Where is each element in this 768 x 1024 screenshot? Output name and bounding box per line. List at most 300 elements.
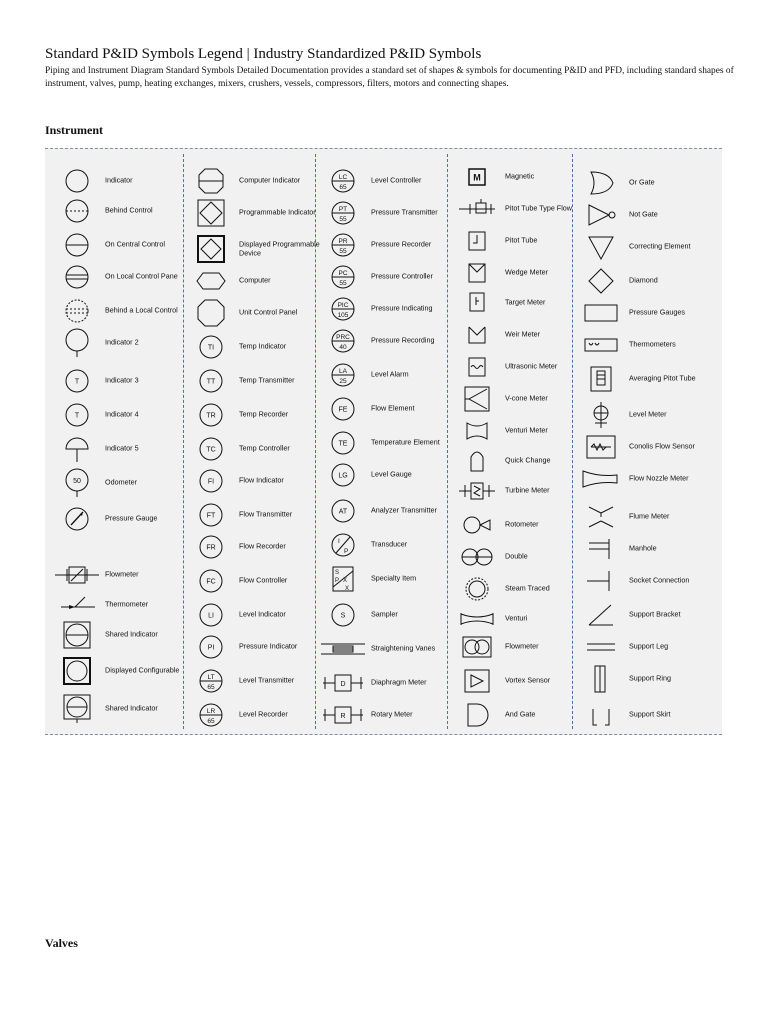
legend-item	[579, 601, 714, 629]
legend-item	[55, 197, 190, 225]
circle-text-icon	[189, 533, 233, 561]
legend-item-label: Flow Nozzle Meter	[629, 473, 689, 483]
legend-item	[321, 531, 456, 559]
legend-item	[189, 267, 324, 295]
legend-item-label: Computer	[239, 275, 271, 285]
circle-line-text-icon	[321, 295, 365, 323]
legend-item-label: Shared Indicator	[105, 703, 158, 713]
hexagon-icon	[189, 267, 233, 295]
svg-text:LR: LR	[206, 708, 216, 715]
legend-item-label: Flow Transmitter	[239, 509, 293, 519]
legend-item	[579, 503, 714, 531]
svg-text:S: S	[340, 612, 346, 620]
circle-line-text-icon	[321, 167, 365, 195]
legend-item-label: Or Gate	[629, 177, 655, 187]
legend-item-label: Wedge Meter	[505, 267, 549, 277]
legend-item-label: Thermometers	[629, 339, 676, 349]
svg-text:PR: PR	[338, 238, 348, 245]
circle-text-icon	[321, 429, 365, 457]
legend-item	[189, 235, 324, 263]
circle-text-icon	[189, 333, 233, 361]
svg-text:50: 50	[73, 478, 81, 485]
legend-item	[189, 199, 324, 227]
svg-text:X: X	[343, 578, 348, 584]
circle-text-icon	[189, 435, 233, 463]
svg-text:55: 55	[339, 216, 347, 223]
legend-item	[579, 267, 714, 295]
legend-item-label: Level Meter	[629, 409, 667, 419]
legend-item-label: Venturi Meter	[505, 425, 548, 435]
legend-item	[321, 701, 456, 729]
legend-item-label: Indicator 3	[105, 375, 139, 385]
circle-text-icon	[189, 633, 233, 661]
legend-item	[321, 461, 456, 489]
legend-item-label: Support Skirt	[629, 709, 671, 719]
svg-text:FC: FC	[206, 578, 216, 586]
svg-text:55: 55	[339, 248, 347, 255]
level-meter-icon	[579, 401, 623, 429]
circle-slash-icon	[321, 531, 365, 559]
circle-text-icon	[55, 401, 99, 429]
octagon-line-icon	[189, 167, 233, 195]
svg-text:D: D	[340, 681, 346, 688]
support-ring-icon	[579, 665, 623, 693]
legend-item	[455, 477, 590, 505]
circle-double-dashed-icon	[55, 297, 99, 325]
legend-item	[321, 361, 456, 389]
page-title: Standard P&ID Symbols Legend | Industry Standardized P&ID Symbols	[45, 46, 482, 62]
legend-item	[55, 329, 190, 357]
legend-item-label: Analyzer Transmitter	[371, 505, 437, 515]
svg-text:FR: FR	[206, 544, 216, 552]
legend-item	[579, 331, 714, 359]
legend-item-label: Ultrasonic Meter	[505, 361, 558, 371]
svg-text:AT: AT	[338, 508, 348, 516]
svg-text:PC: PC	[338, 270, 348, 277]
manhole-icon	[579, 535, 623, 563]
circle-line-text-icon	[321, 327, 365, 355]
circle-text-icon	[189, 467, 233, 495]
venturi-icon	[455, 605, 499, 633]
circle-text-icon	[321, 601, 365, 629]
circle-text-icon	[321, 395, 365, 423]
legend-item	[455, 667, 590, 695]
legend-item	[455, 321, 590, 349]
venturi-box-icon	[455, 417, 499, 445]
legend-item-label: On Central Control	[105, 239, 165, 249]
legend-item-label: Thermometer	[105, 599, 149, 609]
legend-item-label: Level Alarm	[371, 369, 409, 379]
svg-text:LT: LT	[207, 674, 215, 681]
legend-item	[455, 289, 590, 317]
legend-item-label: Transducer	[371, 539, 408, 549]
support-skirt-icon	[579, 701, 623, 729]
not-gate-icon	[579, 201, 623, 229]
legend-item	[455, 511, 590, 539]
legend-item	[579, 535, 714, 563]
legend-item-label: On Local Control Pane	[105, 271, 178, 281]
legend-item	[189, 401, 324, 429]
coriolis-icon	[579, 433, 623, 461]
circle-text-stem-icon	[55, 469, 99, 497]
triangle-down-icon	[579, 233, 623, 261]
circle-text-icon	[189, 501, 233, 529]
octagon-icon	[189, 299, 233, 327]
square-diamond-bold-icon	[189, 235, 233, 263]
legend-item-label: Level Gauge	[371, 469, 412, 479]
quick-change-icon	[455, 447, 499, 475]
legend-item-label: Sampler	[371, 609, 398, 619]
svg-text:I: I	[338, 538, 340, 545]
legend-item	[579, 401, 714, 429]
legend-item	[455, 385, 590, 413]
legend-item-label: Support Leg	[629, 641, 669, 651]
legend-item	[321, 497, 456, 525]
svg-text:PI: PI	[207, 644, 215, 652]
circle-line-text-icon	[189, 667, 233, 695]
legend-item-label: Pressure Transmitter	[371, 207, 438, 217]
legend-item	[321, 669, 456, 697]
legend-item-label: Pressure Gauges	[629, 307, 685, 317]
legend-item	[55, 297, 190, 325]
svg-text:P: P	[335, 578, 340, 584]
legend-item-label: Venturi	[505, 613, 528, 623]
legend-item	[189, 467, 324, 495]
legend-item-label: Behind a Local Control	[105, 305, 178, 315]
legend-item	[189, 333, 324, 361]
flowmeter-inline-icon	[55, 561, 99, 589]
legend-item-label: Temp Recorder	[239, 409, 289, 419]
svg-text:25: 25	[339, 378, 347, 385]
vortex-icon	[455, 667, 499, 695]
legend-item-label: Displayed Programmable Device	[239, 239, 320, 257]
legend-item	[321, 199, 456, 227]
svg-text:40: 40	[339, 344, 347, 351]
circle-line-text-icon	[321, 361, 365, 389]
legend-item	[321, 295, 456, 323]
legend-item	[579, 233, 714, 261]
legend-item-label: Programmable Indicator	[239, 207, 316, 217]
svg-text:TT: TT	[206, 378, 216, 386]
legend-item	[55, 657, 190, 685]
legend-item-label: Rotometer	[505, 519, 539, 529]
svg-text:LG: LG	[338, 472, 348, 480]
legend-item	[455, 447, 590, 475]
circle-line-icon	[55, 231, 99, 259]
legend-item	[189, 435, 324, 463]
legend-item-label: Straightening Vanes	[371, 643, 436, 653]
legend-item-label: Turbine Meter	[505, 485, 550, 495]
ultrasonic-icon	[455, 353, 499, 381]
nozzle-icon	[579, 465, 623, 493]
turbine-icon	[455, 477, 499, 505]
legend-item-label: Level Recorder	[239, 709, 288, 719]
socket-icon	[579, 567, 623, 595]
circle-text-icon	[189, 367, 233, 395]
legend-item-label: Pitot Tube Type Flow	[505, 203, 572, 213]
support-leg-icon	[579, 633, 623, 661]
legend-item	[55, 561, 190, 589]
legend-item-label: Pressure Indicator	[239, 641, 298, 651]
legend-item-label: Shared Indicator	[105, 629, 158, 639]
square-diamond-icon	[189, 199, 233, 227]
svg-text:FT: FT	[206, 512, 216, 520]
legend-item	[455, 701, 590, 729]
legend-item	[55, 621, 190, 649]
legend-item	[579, 465, 714, 493]
or-gate-icon	[579, 169, 623, 197]
legend-item-label: Pressure Recorder	[371, 239, 432, 249]
circle-icon	[55, 167, 99, 195]
box-inline-icon	[321, 669, 365, 697]
legend-item-label: Temp Indicator	[239, 341, 287, 351]
legend-item	[321, 395, 456, 423]
instrument-symbol-legend	[45, 148, 722, 735]
flume-icon	[579, 503, 623, 531]
legend-item	[579, 299, 714, 327]
circle-line-text-icon	[321, 231, 365, 259]
legend-item	[455, 605, 590, 633]
vanes-icon	[321, 635, 365, 663]
legend-item	[55, 401, 190, 429]
circle-dashed-line-icon	[55, 197, 99, 225]
svg-text:PT: PT	[338, 206, 348, 213]
legend-item-label: Magnetic	[505, 171, 535, 181]
legend-item	[321, 263, 456, 291]
circle-line-text-icon	[321, 199, 365, 227]
svg-text:TC: TC	[206, 446, 216, 454]
circle-text-icon	[189, 601, 233, 629]
svg-text:X: X	[345, 586, 350, 592]
circle-text-icon	[321, 461, 365, 489]
gauge-icon	[55, 505, 99, 533]
flowmeter-box-icon	[455, 633, 499, 661]
avg-pitot-icon	[579, 365, 623, 393]
circle-line-text-icon	[189, 701, 233, 729]
legend-item	[189, 501, 324, 529]
legend-item-label: Level Controller	[371, 175, 422, 185]
square-circle-bold-icon	[55, 657, 99, 685]
legend-item-label: Temp Transmitter	[239, 375, 295, 385]
legend-item	[55, 367, 190, 395]
legend-item	[55, 695, 190, 723]
svg-text:TI: TI	[207, 344, 215, 352]
pitot-type-icon	[455, 195, 499, 223]
target-icon	[455, 289, 499, 317]
legend-item-label: Steam Traced	[505, 583, 550, 593]
legend-item	[321, 327, 456, 355]
legend-item-label: Indicator	[105, 175, 133, 185]
legend-item	[455, 543, 590, 571]
legend-item-label: Temperature Element	[371, 437, 440, 447]
circle-double-line-icon	[55, 263, 99, 291]
legend-item-label: Level Indicator	[239, 609, 286, 619]
legend-item-label: Target Meter	[505, 297, 546, 307]
legend-item	[579, 665, 714, 693]
legend-item	[579, 201, 714, 229]
legend-item-label: Correcting Element	[629, 241, 691, 251]
box-inline-icon	[321, 701, 365, 729]
legend-item	[455, 163, 590, 191]
square-circle-line-stem-icon	[55, 695, 99, 723]
legend-item-label: Support Ring	[629, 673, 671, 683]
legend-item-label: Quick Change	[505, 455, 551, 465]
svg-text:105: 105	[337, 312, 349, 319]
svg-text:PIC: PIC	[337, 302, 349, 309]
pitot-icon	[455, 227, 499, 255]
legend-item-label: Pressure Controller	[371, 271, 433, 281]
legend-item	[189, 533, 324, 561]
circle-text-icon	[55, 367, 99, 395]
legend-item	[321, 429, 456, 457]
legend-item	[55, 505, 190, 533]
legend-item	[455, 227, 590, 255]
svg-text:LI: LI	[208, 612, 214, 620]
legend-item-label: Diamond	[629, 275, 658, 285]
legend-item-label: Rotary Meter	[371, 709, 413, 719]
legend-item-label: Indicator 4	[105, 409, 139, 419]
svg-text:LC: LC	[338, 174, 348, 181]
legend-item-label: Weir Meter	[505, 329, 541, 339]
rotometer-icon	[455, 511, 499, 539]
legend-item-label: Behind Control	[105, 205, 153, 215]
section-heading-instrument: Instrument	[45, 123, 104, 137]
svg-text:65: 65	[207, 684, 215, 691]
svg-text:T: T	[74, 378, 80, 386]
square-circle-line-icon	[55, 621, 99, 649]
specialty-icon	[321, 565, 365, 593]
svg-text:55: 55	[339, 280, 347, 287]
legend-item-label: Support Bracket	[629, 609, 681, 619]
legend-item	[455, 353, 590, 381]
legend-item	[455, 259, 590, 287]
legend-item-label: Conolis Flow Sensor	[629, 441, 695, 451]
legend-item-label: Unit Control Panel	[239, 307, 298, 317]
svg-text:T: T	[74, 412, 80, 420]
legend-item-label: Level Transmitter	[239, 675, 295, 685]
box-bold-text-icon	[455, 163, 499, 191]
legend-item	[55, 231, 190, 259]
legend-item-label: Flowmeter	[105, 569, 139, 579]
legend-item	[55, 263, 190, 291]
weir-icon	[455, 321, 499, 349]
legend-item	[189, 167, 324, 195]
legend-item	[321, 167, 456, 195]
legend-item-label: Flow Element	[371, 403, 415, 413]
legend-item-label: Diaphragm Meter	[371, 677, 427, 687]
legend-item	[579, 169, 714, 197]
legend-item	[321, 601, 456, 629]
vcone-icon	[455, 385, 499, 413]
circle-text-icon	[189, 567, 233, 595]
svg-text:FE: FE	[338, 406, 348, 414]
svg-text:LA: LA	[339, 368, 347, 375]
legend-item-label: Pressure Indicating	[371, 303, 433, 313]
legend-item	[455, 633, 590, 661]
legend-item	[579, 633, 714, 661]
legend-item-label: Indicator 2	[105, 337, 139, 347]
legend-item	[455, 417, 590, 445]
svg-text:M: M	[473, 172, 481, 183]
legend-item-label: Flow Controller	[239, 575, 288, 585]
legend-item-label: And Gate	[505, 709, 536, 719]
rect-wave-icon	[579, 331, 623, 359]
svg-text:65: 65	[207, 718, 215, 725]
svg-text:R: R	[340, 713, 346, 720]
legend-item	[55, 167, 190, 195]
svg-text:PRC: PRC	[336, 334, 350, 341]
legend-item-label: Socket Connection	[629, 575, 690, 585]
circle-text-icon	[321, 497, 365, 525]
and-gate-icon	[455, 701, 499, 729]
legend-item-label: Computer Indicator	[239, 175, 301, 185]
legend-item	[55, 435, 190, 463]
wedge-icon	[455, 259, 499, 287]
steam-traced-icon	[455, 575, 499, 603]
legend-item-label: Temp Controller	[239, 443, 290, 453]
legend-item-label: Odometer	[105, 477, 137, 487]
legend-item-label: Manhole	[629, 543, 657, 553]
legend-item-label: Displayed Configurable	[105, 665, 180, 675]
legend-item	[55, 469, 190, 497]
svg-text:TR: TR	[206, 412, 216, 420]
section-heading-valves: Valves	[45, 936, 78, 950]
legend-item	[189, 601, 324, 629]
legend-item-label: Indicator 5	[105, 443, 139, 453]
double-icon	[455, 543, 499, 571]
half-circle-stem-icon	[55, 435, 99, 463]
legend-item-label: Pressure Recording	[371, 335, 435, 345]
legend-item	[579, 701, 714, 729]
svg-text:65: 65	[339, 184, 347, 191]
legend-item-label: V-cone Meter	[505, 393, 548, 403]
diamond-icon	[579, 267, 623, 295]
legend-item-label: Pressure Gauge	[105, 513, 158, 523]
legend-item-label: Double	[505, 551, 528, 561]
svg-text:P: P	[344, 548, 349, 555]
legend-item	[189, 567, 324, 595]
bracket-icon	[579, 601, 623, 629]
rect-icon	[579, 299, 623, 327]
legend-item-label: Flow Recorder	[239, 541, 286, 551]
legend-item	[579, 567, 714, 595]
svg-text:S: S	[335, 570, 340, 576]
legend-item-label: Vortex Sensor	[505, 675, 551, 685]
legend-item	[579, 365, 714, 393]
legend-item-label: Not Gate	[629, 209, 658, 219]
circle-stem-icon	[55, 329, 99, 357]
legend-item	[321, 565, 456, 593]
legend-item	[455, 575, 590, 603]
svg-text:FI: FI	[207, 478, 215, 486]
legend-item-label: Pitot Tube	[505, 235, 538, 245]
thermometer-icon	[55, 591, 99, 619]
legend-item	[321, 231, 456, 259]
legend-item	[455, 195, 590, 223]
legend-item-label: Specialty Item	[371, 573, 417, 583]
legend-item-label: Averaging Pitot Tube	[629, 373, 696, 383]
legend-item	[189, 667, 324, 695]
page-description: Piping and Instrument Diagram Standard Symbols Detailed Documentation provides a standard set of shapes & symbols for documenting P&ID and PFD, including standard shapes of instrument, valves, pump, heating exchanges, mixers, crushers, vessels, compressors, filters, motors and connecting shapes.	[45, 66, 734, 89]
legend-item	[579, 433, 714, 461]
legend-item	[189, 701, 324, 729]
legend-item-label: Flowmeter	[505, 641, 539, 651]
legend-item	[55, 591, 190, 619]
legend-item-label: Flume Meter	[629, 511, 670, 521]
legend-item-label: Flow Indicator	[239, 475, 284, 485]
legend-item	[189, 299, 324, 327]
legend-item	[189, 633, 324, 661]
